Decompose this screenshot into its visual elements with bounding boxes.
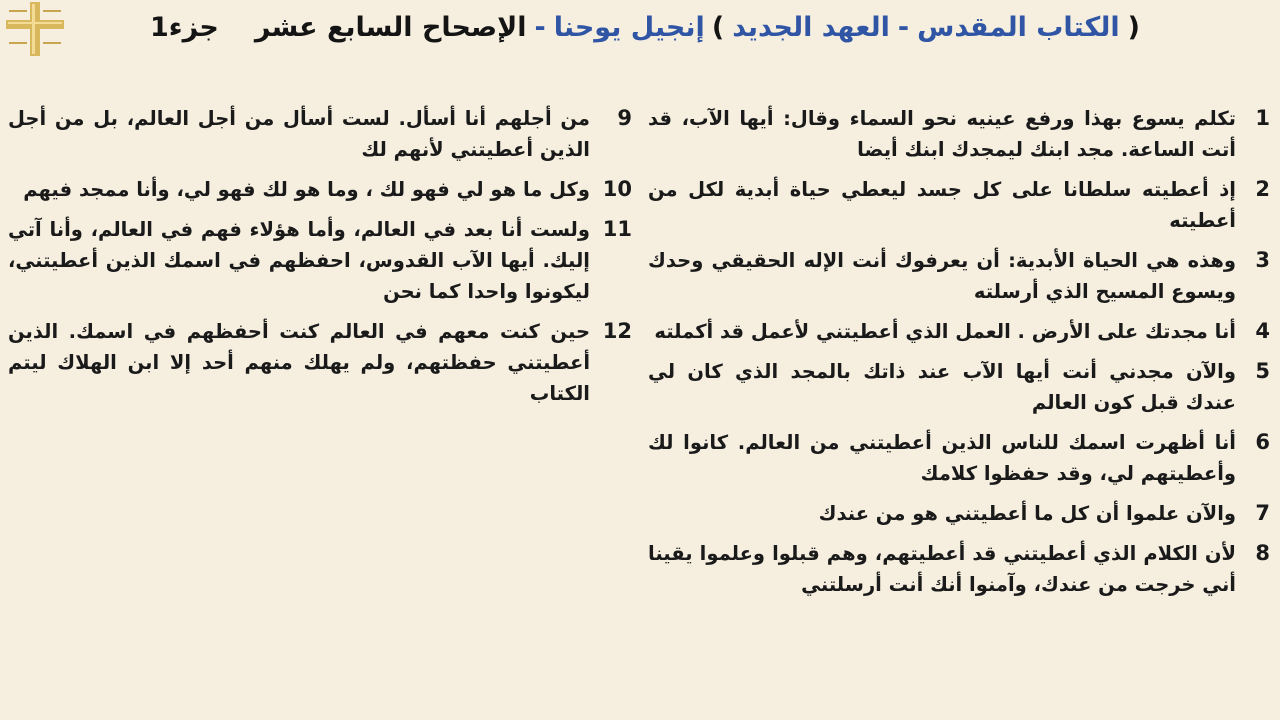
verse-number: 10 [602,177,632,201]
verse-item [648,245,1270,307]
part-label: جزء1 [150,12,219,43]
verse-number: 9 [617,106,632,130]
open-paren: ( [1127,12,1140,43]
verse-number: 1 [1255,106,1270,130]
verse-number: 11 [602,217,632,241]
header-separator: - [534,12,546,43]
verse-number: 3 [1255,248,1270,272]
close-paren: ) [711,12,725,43]
bible-label: الكتاب المقدس [917,12,1120,43]
verse-item [648,427,1270,489]
chapter-title: الإصحاح السابع عشر [254,12,527,43]
verse-text: ولست أنا بعد في العالم، وأما هؤلاء فهم في العالم، وأنا آتي إليك. أيها الآب القدوس، احفظهم في اسمك الذين أعطيتني، ليكونوا واحدا كما نحن [8,218,590,303]
verse-item [648,498,1270,529]
header-separator-2: - [897,12,910,43]
verse-number: 7 [1255,501,1270,525]
header-left-group [712,6,1140,50]
verse-text: تكلم يسوع بهذا ورفع عينيه نحو السماء وقال: أيها الآب، قد أتت الساعة. مجد ابنك ليمجدك ابنك أيضا [648,107,1236,161]
verse-column-left [8,103,632,418]
header-right-group [150,6,705,50]
page-header [150,6,1140,50]
verse-number: 4 [1255,319,1270,343]
verse-item [8,174,632,205]
verse-item [8,316,632,409]
verse-text: من أجلهم أنا أسأل. لست أسأل من أجل العالم، بل من أجل الذين أعطيتني لأنهم لك [8,107,590,161]
verse-column-right [648,103,1270,609]
book-title: إنجيل يوحنا [553,12,705,43]
verse-text: حين كنت معهم في العالم كنت أحفظهم في اسمك. الذين أعطيتني حفظتهم، ولم يهلك منهم أحد إلا ابن الهلاك ليتم الكتاب [8,320,590,405]
verse-text: إذ أعطيته سلطانا على كل جسد ليعطي حياة أبدية لكل من أعطيته [648,178,1236,232]
verse-number: 5 [1255,359,1270,383]
testament-label: العهد الجديد [732,12,890,43]
verse-text: والآن مجدني أنت أيها الآب عند ذاتك بالمجد الذي كان لي عندك قبل كون العالم [648,360,1236,414]
verse-text: أنا مجدتك على الأرض . العمل الذي أعطيتني لأعمل قد أكملته [654,320,1236,343]
verse-item [648,174,1270,236]
verse-item [8,103,632,165]
verse-text: لأن الكلام الذي أعطيتني قد أعطيتهم، وهم قبلوا وعلموا يقينا أني خرجت من عندك، وآمنوا أنك أنت أرسلتني [648,542,1236,596]
verse-text: أنا أظهرت اسمك للناس الذين أعطيتني من العالم. كانوا لك وأعطيتهم لي، وقد حفظوا كلامك [648,431,1236,485]
verse-number: 12 [602,319,632,343]
verse-item [648,103,1270,165]
verse-text: والآن علموا أن كل ما أعطيتني هو من عندك [818,502,1236,525]
verse-text: وكل ما هو لي فهو لك ، وما هو لك فهو لي، وأنا ممجد فيهم [23,178,590,201]
verse-number: 8 [1255,541,1270,565]
verse-text: وهذه هي الحياة الأبدية: أن يعرفوك أنت الإله الحقيقي وحدك ويسوع المسيح الذي أرسلته [648,249,1236,303]
cross-logo-icon [6,2,64,56]
verse-item [8,214,632,307]
verse-number: 2 [1255,177,1270,201]
verse-number: 6 [1255,430,1270,454]
verse-item [648,538,1270,600]
verse-item [648,316,1270,347]
verse-item [648,356,1270,418]
